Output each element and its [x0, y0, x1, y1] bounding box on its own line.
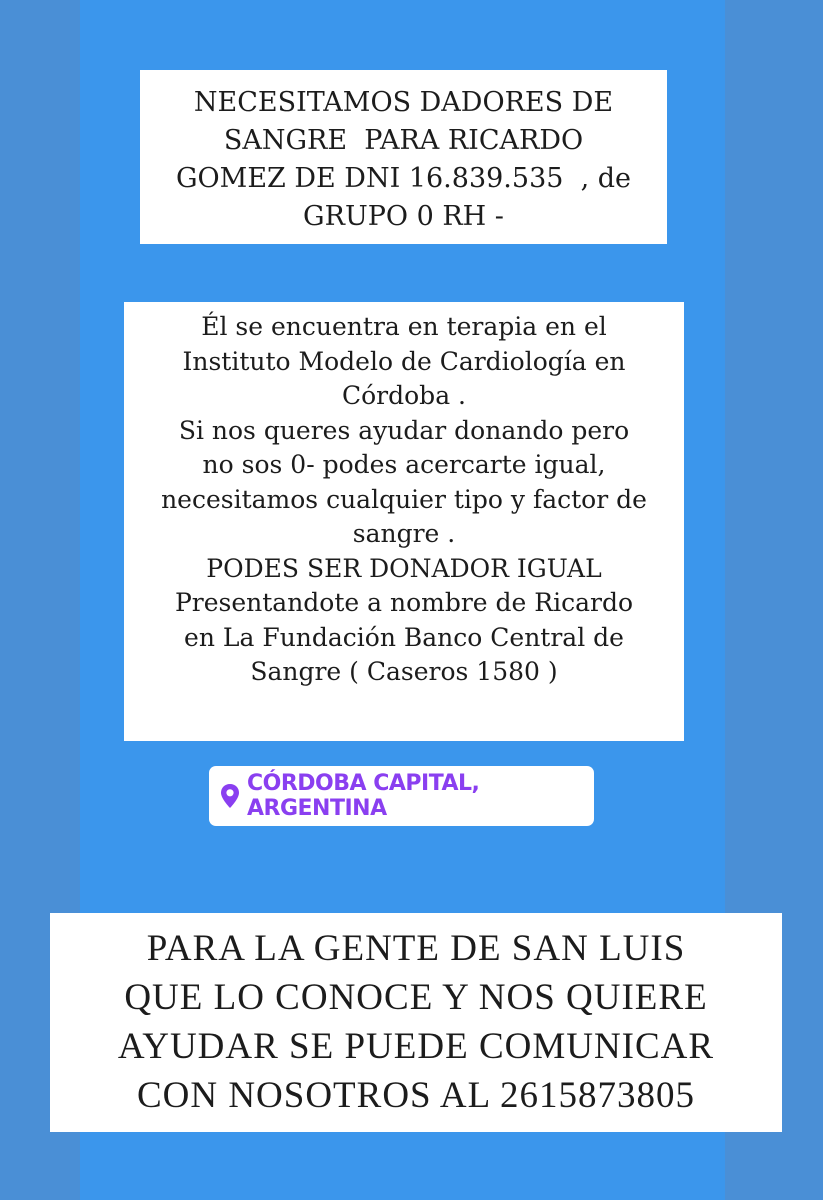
san-luis-contact-text-box [50, 913, 782, 1132]
contact-line: PARA LA GENTE DE SAN LUIS [146, 928, 686, 969]
donor-request-line: GOMEZ DE DNI 16.839.535 , de [175, 163, 632, 194]
hospital-info-line: sangre . [352, 519, 456, 548]
hospital-info-line: no sos 0- podes acercarte igual, [202, 450, 606, 479]
contact-line: CON NOSOTROS AL 2615873805 [136, 1075, 696, 1116]
donor-request-text-box [140, 70, 667, 244]
hospital-info-text-box [124, 302, 684, 741]
donor-request-line: GRUPO 0 RH - [303, 201, 504, 232]
donor-request-line: NECESITAMOS DADORES DE [193, 87, 614, 118]
contact-line: QUE LO CONOCE Y NOS QUIERE [124, 977, 708, 1018]
location-label: CÓRDOBA CAPITAL, ARGENTINA [247, 771, 480, 821]
hospital-info-line: Presentandote a nombre de Ricardo [174, 588, 634, 617]
map-pin-icon [219, 783, 241, 809]
hospital-info-line: Instituto Modelo de Cardiología en [182, 346, 626, 376]
hospital-info-line: Si nos queres ayudar donando pero [178, 415, 630, 445]
contact-line: AYUDAR SE PUEDE COMUNICAR [117, 1026, 715, 1067]
hospital-info-line: Córdoba . [342, 381, 466, 410]
location-sticker[interactable] [209, 766, 594, 826]
hospital-info-line: Sangre ( Caseros 1580 ) [250, 657, 558, 686]
hospital-info-line: en La Fundación Banco Central de [184, 622, 624, 652]
hospital-info-line: Él se encuentra en terapia en el [201, 312, 607, 341]
donor-request-line: SANGRE PARA RICARDO [223, 125, 584, 156]
hospital-info-line: necesitamos cualquier tipo y factor de [161, 484, 647, 514]
hospital-info-line: PODES SER DONADOR IGUAL [206, 553, 602, 583]
